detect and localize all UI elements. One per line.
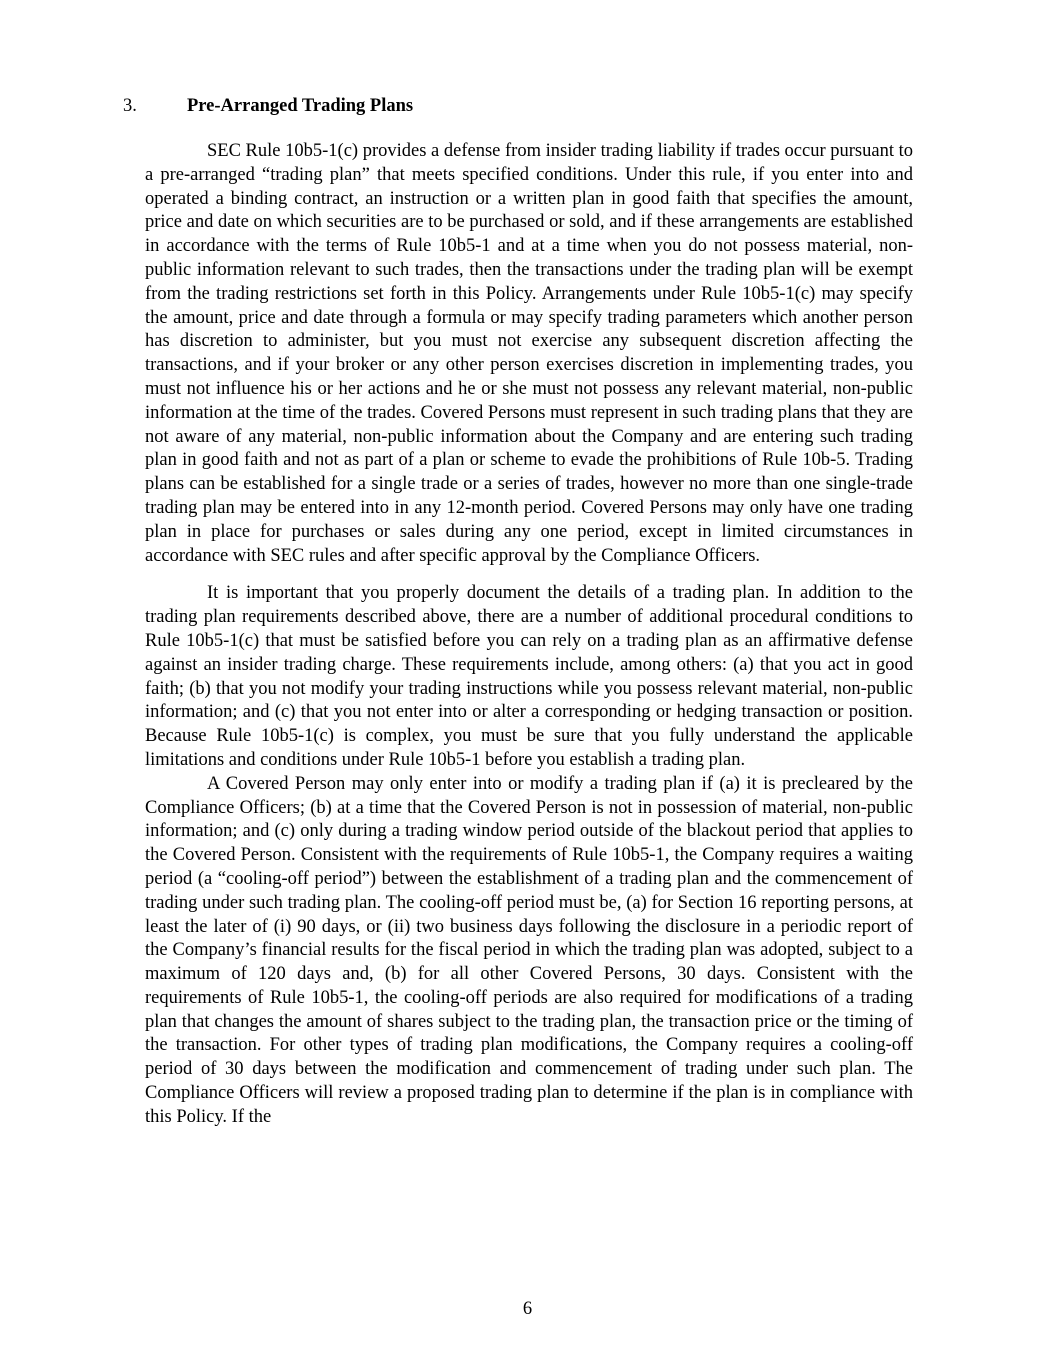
- paragraph-documentation-requirements: It is important that you properly document the details of a trading plan. In addition to the trading plan requirements described above, there are a number of additional procedural conditions to Rule 10b5-1(c) that must be satisfied before you can rely on a trading plan as an affirmative defense against an insider trading charge. These requirements include, among others: (a) that you act in good faith; (b) that you not modify your trading instructions while you possess relevant material, non-public information; and (c) that you not enter into or alter a corresponding or hedging transaction or position. Because Rule 10b5-1(c) is complex, you must be sure that you fully understand the applicable limitations and conditions under Rule 10b5-1 before you establish a trading plan.: [145, 583, 913, 770]
- paragraph-rule-10b5-1-defense: SEC Rule 10b5-1(c) provides a defense from insider trading liability if trades occur pursuant to a pre-arranged “trading plan” that meets specified conditions. Under this rule, if you enter into and operated a binding contract, an instruction or a written plan in good faith that specifies the amount, price and date on which securities are to be purchased or sold, and if these arrangements are established in accordance with the terms of Rule 10b5-1 and at a time when you do not possess material, non-public information relevant to such trades, then the transactions under the trading plan will be exempt from the trading restrictions set forth in this Policy. Arrangements under Rule 10b5-1(c) may specify the amount, price and date through a formula or may specify trading parameters which another person has discretion to administer, but you must not exercise any subsequent discretion affecting the transactions, and if your broker or any other person exercises discretion in implementing trades, you must not influence his or her actions and he or she must not possess any relevant material, non-public information at the time of the trades. Covered Persons must represent in such trading plans that they are not aware of any material, non-public information about the Company and are entering such trading plan in good faith and not as part of a plan or scheme to evade the prohibitions of Rule 10b-5. Trading plans can be established for a single trade or a series of trades, however no more than one single-trade trading plan may be entered into in any 12-month period. Covered Persons may only have one trading plan in place for purchases or sales during any one period, except in limited circumstances in accordance with SEC rules and after specific approval by the Compliance Officers.: [145, 141, 913, 566]
- section-heading: [123, 94, 413, 118]
- section-title: Pre-Arranged Trading Plans: [187, 96, 414, 116]
- section-body: [145, 140, 913, 1130]
- section-number: 3.: [123, 96, 137, 116]
- paragraph-cooling-off-period: A Covered Person may only enter into or modify a trading plan if (a) it is precleared by the Compliance Officers; (b) at a time that the Covered Person is not in possession of material, non-public information; and (c) only during a trading window period outside of the blackout period that applies to the Covered Person. Consistent with the requirements of Rule 10b5-1, the Company requires a waiting period (a “cooling-off period”) between the establishment of a trading plan and the commencement of trading under such trading plan. The cooling-off period must be, (a) for Section 16 reporting persons, at least the later of (i) 90 days, or (ii) two business days following the disclosure in a periodic report of the Company’s financial results for the fiscal period in which the trading plan was adopted, subject to a maximum of 120 days and, (b) for all other Covered Persons, 30 days. Consistent with the requirements of Rule 10b5-1, the cooling-off periods are also required for modifications of a trading plan that changes the amount of shares subject to the trading plan, the transaction price or the timing of the transaction. For other types of trading plan modifications, the Company requires a cooling-off period of 30 days between the modification and commencement of trading under such plan. The Compliance Officers will review a proposed trading plan to determine if the plan is in compliance with this Policy. If the: [145, 773, 913, 1127]
- page-number: 6: [522, 1299, 533, 1319]
